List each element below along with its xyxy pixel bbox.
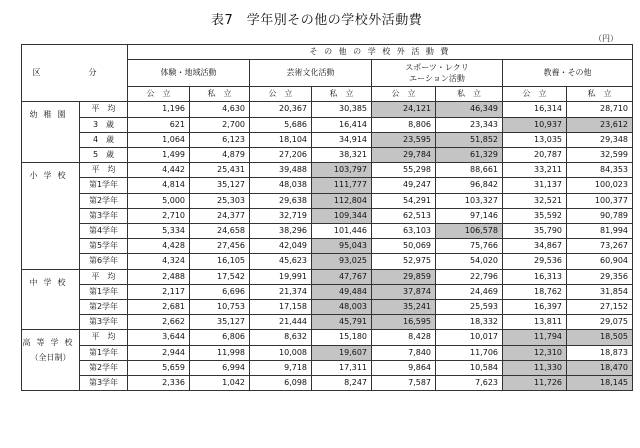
value-cell: 2,117: [128, 284, 190, 299]
value-cell: 32,599: [567, 148, 633, 163]
value-cell: 21,444: [250, 315, 312, 330]
value-cell: 34,914: [312, 132, 372, 147]
value-cell: 16,414: [312, 117, 372, 132]
value-cell: 103,797: [312, 163, 372, 178]
value-cell: 6,098: [250, 376, 312, 391]
value-cell: 10,017: [436, 330, 503, 345]
page-title: 表7 学年別その他の学校外活動費: [211, 13, 423, 28]
value-cell: 109,344: [312, 208, 372, 223]
value-cell: 29,536: [503, 254, 567, 269]
table-row: [22, 315, 633, 330]
value-cell: 6,123: [190, 132, 250, 147]
value-cell: 90,789: [567, 208, 633, 223]
value-cell: 18,762: [503, 284, 567, 299]
value-cell: 6,806: [190, 330, 250, 345]
group-name: 幼稚園: [29, 110, 72, 120]
value-cell: 29,784: [372, 148, 436, 163]
value-cell: 1,042: [190, 376, 250, 391]
value-cell: 32,719: [250, 208, 312, 223]
header-row-main: [22, 45, 633, 60]
value-cell: 5,000: [128, 193, 190, 208]
private-header: 私 立: [190, 87, 250, 102]
table-row: [22, 284, 633, 299]
value-cell: 3,644: [128, 330, 190, 345]
value-cell: 103,327: [436, 193, 503, 208]
value-cell: 29,638: [250, 193, 312, 208]
value-cell: 75,766: [436, 239, 503, 254]
unit-label: （円）: [594, 34, 618, 43]
value-cell: 6,994: [190, 360, 250, 375]
value-cell: 73,267: [567, 239, 633, 254]
value-cell: 47,767: [312, 269, 372, 284]
value-cell: 18,104: [250, 132, 312, 147]
value-cell: 11,706: [436, 345, 503, 360]
value-cell: 4,879: [190, 148, 250, 163]
public-header: 公 立: [128, 87, 190, 102]
value-cell: 18,505: [567, 330, 633, 345]
table-row: [22, 330, 633, 345]
value-cell: 10,008: [250, 345, 312, 360]
public-header: 公 立: [250, 87, 312, 102]
value-cell: 10,753: [190, 300, 250, 315]
value-cell: 100,023: [567, 178, 633, 193]
table-row: [22, 148, 633, 163]
value-cell: 11,726: [503, 376, 567, 391]
row-label: 平 均: [80, 163, 128, 178]
group-label: [22, 102, 80, 163]
table-row: [22, 193, 633, 208]
value-cell: 48,038: [250, 178, 312, 193]
value-cell: 60,904: [567, 254, 633, 269]
table-row: [22, 376, 633, 391]
value-cell: 35,241: [372, 300, 436, 315]
row-label: 第4学年: [80, 224, 128, 239]
value-cell: 20,367: [250, 102, 312, 117]
value-cell: 93,025: [312, 254, 372, 269]
table-row: [22, 224, 633, 239]
value-cell: 2,681: [128, 300, 190, 315]
value-cell: 13,811: [503, 315, 567, 330]
value-cell: 52,975: [372, 254, 436, 269]
value-cell: 17,542: [190, 269, 250, 284]
value-cell: 2,488: [128, 269, 190, 284]
table-row: [22, 163, 633, 178]
value-cell: 15,180: [312, 330, 372, 345]
private-header: 私 立: [567, 87, 633, 102]
value-cell: 106,578: [436, 224, 503, 239]
value-cell: 16,105: [190, 254, 250, 269]
row-label: 平 均: [80, 269, 128, 284]
row-label: 第3学年: [80, 208, 128, 223]
value-cell: 101,446: [312, 224, 372, 239]
value-cell: 29,348: [567, 132, 633, 147]
category-header: 教養・その他: [503, 60, 633, 87]
row-label: 3 歳: [80, 117, 128, 132]
table-row: [22, 345, 633, 360]
value-cell: 49,484: [312, 284, 372, 299]
table-row: [22, 208, 633, 223]
value-cell: 27,456: [190, 239, 250, 254]
value-cell: 6,696: [190, 284, 250, 299]
value-cell: 55,298: [372, 163, 436, 178]
value-cell: 51,852: [436, 132, 503, 147]
value-cell: 38,321: [312, 148, 372, 163]
table-row: [22, 132, 633, 147]
value-cell: 61,329: [436, 148, 503, 163]
value-cell: 2,662: [128, 315, 190, 330]
value-cell: 5,686: [250, 117, 312, 132]
value-cell: 27,152: [567, 300, 633, 315]
value-cell: 2,710: [128, 208, 190, 223]
value-cell: 100,377: [567, 193, 633, 208]
value-cell: 45,791: [312, 315, 372, 330]
value-cell: 25,303: [190, 193, 250, 208]
value-cell: 112,804: [312, 193, 372, 208]
value-cell: 5,334: [128, 224, 190, 239]
value-cell: 34,867: [503, 239, 567, 254]
row-label: 第1学年: [80, 345, 128, 360]
value-cell: 29,356: [567, 269, 633, 284]
category-header-line2: エーション活動: [409, 74, 465, 84]
public-header: 公 立: [503, 87, 567, 102]
table-row: [22, 300, 633, 315]
row-label: 第2学年: [80, 360, 128, 375]
row-label: 平 均: [80, 330, 128, 345]
row-label: 第5学年: [80, 239, 128, 254]
table-row: [22, 269, 633, 284]
group-name: 中学校: [29, 277, 72, 287]
value-cell: 8,632: [250, 330, 312, 345]
value-cell: 5,659: [128, 360, 190, 375]
row-label: 5 歳: [80, 148, 128, 163]
value-cell: 13,035: [503, 132, 567, 147]
value-cell: 31,854: [567, 284, 633, 299]
value-cell: 2,944: [128, 345, 190, 360]
value-cell: 31,137: [503, 178, 567, 193]
value-cell: 23,595: [372, 132, 436, 147]
value-cell: 18,145: [567, 376, 633, 391]
value-cell: 63,103: [372, 224, 436, 239]
value-cell: 23,343: [436, 117, 503, 132]
value-cell: 32,521: [503, 193, 567, 208]
group-name: 高等学校: [22, 338, 79, 348]
value-cell: 18,873: [567, 345, 633, 360]
value-cell: 29,075: [567, 315, 633, 330]
value-cell: 9,718: [250, 360, 312, 375]
private-header: 私 立: [436, 87, 503, 102]
value-cell: 33,211: [503, 163, 567, 178]
value-cell: 29,859: [372, 269, 436, 284]
value-cell: 8,806: [372, 117, 436, 132]
row-label: 第6学年: [80, 254, 128, 269]
table-row: [22, 117, 633, 132]
table-row: [22, 254, 633, 269]
value-cell: 7,623: [436, 376, 503, 391]
value-cell: 54,291: [372, 193, 436, 208]
value-cell: 10,584: [436, 360, 503, 375]
kubun-header: 区 分: [22, 45, 128, 102]
value-cell: 9,864: [372, 360, 436, 375]
value-cell: 2,700: [190, 117, 250, 132]
value-cell: 35,592: [503, 208, 567, 223]
value-cell: 50,069: [372, 239, 436, 254]
value-cell: 18,332: [436, 315, 503, 330]
value-cell: 12,310: [503, 345, 567, 360]
value-cell: 49,247: [372, 178, 436, 193]
value-cell: 1,499: [128, 148, 190, 163]
value-cell: 1,064: [128, 132, 190, 147]
category-header-line1: スポーツ・レクリ: [405, 63, 469, 73]
value-cell: 20,787: [503, 148, 567, 163]
value-cell: 7,587: [372, 376, 436, 391]
private-header: 私 立: [312, 87, 372, 102]
value-cell: 35,127: [190, 178, 250, 193]
value-cell: 48,003: [312, 300, 372, 315]
value-cell: 54,020: [436, 254, 503, 269]
value-cell: 7,840: [372, 345, 436, 360]
value-cell: 16,313: [503, 269, 567, 284]
value-cell: 4,630: [190, 102, 250, 117]
value-cell: 95,043: [312, 239, 372, 254]
group-name: 小学校: [29, 171, 72, 181]
value-cell: 25,593: [436, 300, 503, 315]
value-cell: 62,513: [372, 208, 436, 223]
value-cell: 621: [128, 117, 190, 132]
value-cell: 45,623: [250, 254, 312, 269]
value-cell: 24,377: [190, 208, 250, 223]
value-cell: 46,349: [436, 102, 503, 117]
table-row: [22, 239, 633, 254]
value-cell: 39,488: [250, 163, 312, 178]
value-cell: 4,814: [128, 178, 190, 193]
value-cell: 1,196: [128, 102, 190, 117]
value-cell: 35,790: [503, 224, 567, 239]
row-label: 第1学年: [80, 284, 128, 299]
group-label: [22, 269, 80, 330]
value-cell: 111,777: [312, 178, 372, 193]
value-cell: 84,353: [567, 163, 633, 178]
public-header: 公 立: [372, 87, 436, 102]
value-cell: 24,121: [372, 102, 436, 117]
table-row: [22, 102, 633, 117]
value-cell: 11,330: [503, 360, 567, 375]
row-label: 第2学年: [80, 193, 128, 208]
value-cell: 24,658: [190, 224, 250, 239]
value-cell: 38,296: [250, 224, 312, 239]
value-cell: 16,595: [372, 315, 436, 330]
value-cell: 30,385: [312, 102, 372, 117]
value-cell: 8,428: [372, 330, 436, 345]
main-header: そ の 他 の 学 校 外 活 動 費: [128, 45, 633, 60]
value-cell: 24,469: [436, 284, 503, 299]
expense-table: [21, 44, 633, 391]
value-cell: 27,206: [250, 148, 312, 163]
value-cell: 4,324: [128, 254, 190, 269]
value-cell: 23,612: [567, 117, 633, 132]
table-row: [22, 178, 633, 193]
value-cell: 18,470: [567, 360, 633, 375]
value-cell: 4,428: [128, 239, 190, 254]
table-row: [22, 360, 633, 375]
value-cell: 88,661: [436, 163, 503, 178]
value-cell: 19,991: [250, 269, 312, 284]
value-cell: 97,146: [436, 208, 503, 223]
row-label: 第2学年: [80, 300, 128, 315]
category-header: 体験・地域活動: [128, 60, 250, 87]
value-cell: 25,431: [190, 163, 250, 178]
value-cell: 8,247: [312, 376, 372, 391]
value-cell: 35,127: [190, 315, 250, 330]
value-cell: 16,397: [503, 300, 567, 315]
row-label: 第1学年: [80, 178, 128, 193]
value-cell: 96,842: [436, 178, 503, 193]
value-cell: 16,314: [503, 102, 567, 117]
value-cell: 2,336: [128, 376, 190, 391]
value-cell: 21,374: [250, 284, 312, 299]
value-cell: 81,994: [567, 224, 633, 239]
row-label: 第3学年: [80, 315, 128, 330]
value-cell: 11,794: [503, 330, 567, 345]
value-cell: 28,710: [567, 102, 633, 117]
value-cell: 17,311: [312, 360, 372, 375]
value-cell: 11,998: [190, 345, 250, 360]
value-cell: 42,049: [250, 239, 312, 254]
value-cell: 37,874: [372, 284, 436, 299]
row-label: 第3学年: [80, 376, 128, 391]
value-cell: 10,937: [503, 117, 567, 132]
value-cell: 19,607: [312, 345, 372, 360]
row-label: 平 均: [80, 102, 128, 117]
category-header: [372, 60, 503, 87]
value-cell: 22,796: [436, 269, 503, 284]
group-name-line2: （全日制）: [30, 352, 71, 362]
group-label: [22, 330, 80, 391]
category-header: 芸術文化活動: [250, 60, 372, 87]
group-label: [22, 163, 80, 269]
row-label: 4 歳: [80, 132, 128, 147]
value-cell: 17,158: [250, 300, 312, 315]
value-cell: 4,442: [128, 163, 190, 178]
